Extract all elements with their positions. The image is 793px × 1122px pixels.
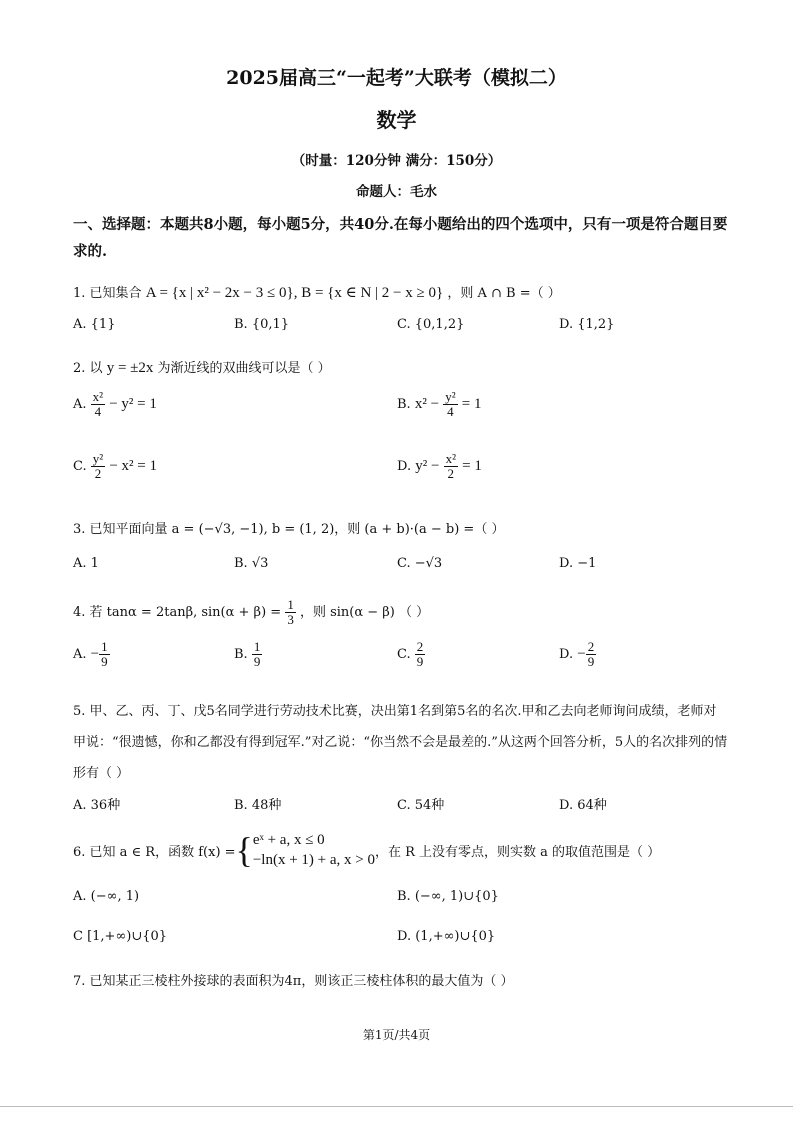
q2-option-c[interactable]: C. $\frac{\text{y²}}{2}$ − x² = 1 (73, 451, 157, 481)
q6-option-b[interactable]: B. (−∞, 1)∪{0} (397, 889, 499, 904)
question-3: 3. 已知平面向量 a = (−√3, −1), b = (1, 2)，则 (a + b)·(a − b) =（ ） (73, 522, 505, 537)
q2-prefix: 2. 以 (73, 361, 103, 376)
q2-suffix: 为渐近线的双曲线可以是（ ） (157, 361, 331, 376)
page-number: 第1页/共4页 (362, 1028, 431, 1042)
q6-prefix: 6. 已知 a ∈ R，函数 f(x) = (73, 844, 236, 860)
q6-case-1: eˣ + a, x ≤ 0 (252, 832, 325, 848)
q4-option-a[interactable]: A. − $\frac{1}{9}$ (73, 639, 108, 669)
bottom-divider (0, 1106, 793, 1107)
question-1 (73, 282, 561, 302)
piecewise-brace: { (235, 830, 253, 870)
q4-option-c[interactable]: C. $\frac{2}{9}$ (397, 639, 424, 669)
q6-piecewise (253, 830, 375, 870)
q4-option-d[interactable]: D. − $\frac{2}{9}$ (559, 639, 595, 669)
q2-asymptote: y = ±2x (106, 360, 154, 376)
q1-option-b[interactable]: B. {0,1} (234, 317, 290, 332)
q1-option-c[interactable]: C. {0,1,2} (397, 317, 465, 332)
q6-case-2: −ln(x + 1) + a, x > 0 (252, 852, 375, 868)
q6-option-c[interactable]: C [1,+∞)∪{0} (73, 929, 168, 944)
question-7: 7. 已知某正三棱柱外接球的表面积为4π，则该正三棱柱体积的最大值为（ ） (73, 974, 514, 989)
q3-option-a[interactable]: A. 1 (73, 556, 99, 571)
subject-title: 数学 (376, 108, 417, 132)
q1-prefix: 1. 已知集合 (73, 286, 142, 301)
exam-title: 2025届高三“一起考”大联考（模拟二） (226, 67, 567, 89)
question-6 (73, 830, 660, 870)
q4-option-b[interactable]: B. $\frac{1}{9}$ (234, 639, 261, 669)
q5-option-a[interactable]: A. 36种 (73, 798, 121, 813)
q4-prefix: 4. 若 tanα = 2tanβ, sin(α + β) = (73, 605, 282, 620)
q5-option-b[interactable]: B. 48种 (234, 798, 282, 813)
q6-option-a[interactable]: A. (−∞, 1) (73, 889, 140, 904)
question-4: 4. 若 tanα = 2tanβ, sin(α + β) = $\frac{1}{3}$ ，则 sin(α − β) （ ） (73, 597, 430, 627)
q5-option-d[interactable]: D. 64种 (559, 798, 607, 813)
exam-timing: （时量：120分钟 满分：150分） (291, 153, 502, 169)
q1-suffix: ，则 A ∩ B =（ ） (447, 286, 561, 301)
section-heading: 一、选择题：本题共8小题，每小题5分，共40分.在每小题给出的四个选项中，只有一项是符合题目要求的. (73, 216, 728, 260)
q2-option-b[interactable]: B. x² − $\frac{\text{y²}}{4}$ = 1 (397, 389, 482, 419)
q4-suffix: ，则 sin(α − β) （ ） (299, 605, 430, 620)
q6-suffix: ，在 R 上没有零点，则实数 a 的取值范围是（ ） (374, 844, 661, 860)
question-5: 5. 甲、乙、丙、丁、戊5名同学进行劳动技术比赛，决出第1名到第5名的名次.甲和乙去向老师询问成绩，老师对甲说：“很遗憾，你和乙都没有得到冠军.”对乙说：“你当然不会是最差的.”从这两个回答分析，5人的名次排列的情形有（ ） (73, 704, 728, 781)
q5-option-c[interactable]: C. 54种 (397, 798, 445, 813)
exam-author: 命题人：毛水 (356, 184, 437, 200)
q3-option-c[interactable]: C. −√3 (397, 556, 443, 571)
q1-option-a[interactable]: A. {1} (73, 317, 116, 332)
q6-option-d[interactable]: D. (1,+∞)∪{0} (397, 929, 496, 944)
q2-option-a[interactable]: A. $\frac{\text{x²}}{4}$ − y² = 1 (73, 389, 157, 419)
q3-option-d[interactable]: D. −1 (559, 556, 597, 571)
q1-option-d[interactable]: D. {1,2} (559, 317, 615, 332)
q1-sets: A = {x | x² − 2x − 3 ≤ 0}, B = {x ∈ N | 2 − x ≥ 0} (145, 285, 444, 301)
q2-option-d[interactable]: D. y² − $\frac{\text{x²}}{2}$ = 1 (397, 451, 482, 481)
question-2 (73, 357, 331, 377)
q3-option-b[interactable]: B. √3 (234, 556, 269, 571)
